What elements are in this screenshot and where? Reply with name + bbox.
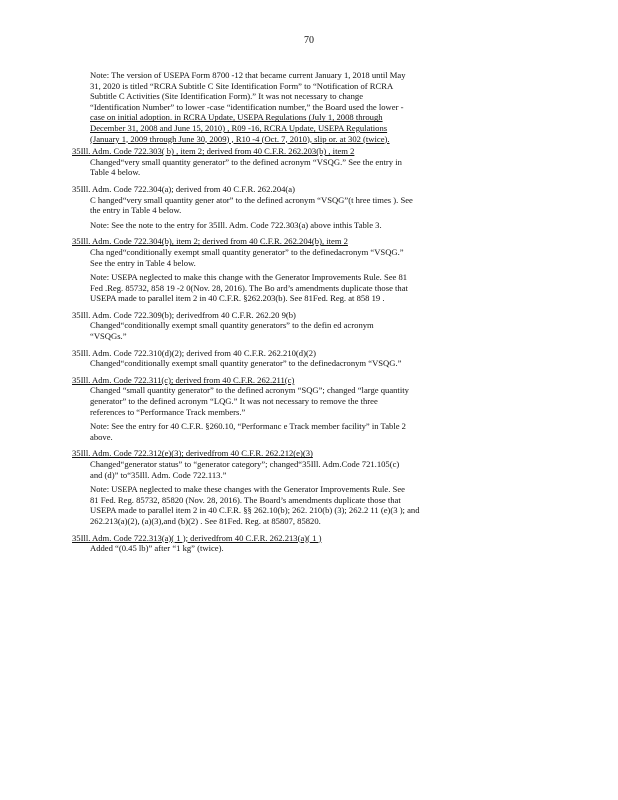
entries-list	[72, 146, 542, 554]
entry-heading: 35Ill. Adm. Code 722.303( b) , item 2; derived from 40 C.F.R. 262.203(b) , item 2	[72, 146, 355, 157]
note-line: Note: USEPA neglected to make this change with the Generator Improvements Rule. See 81	[90, 272, 408, 283]
entry	[72, 348, 542, 369]
body-line: and (d)” to“35Ill. Adm. Code 722.113.”	[90, 469, 227, 480]
document-body	[72, 70, 542, 560]
note-line: 262.213(a)(2), (a)(3),and (b)(2) . See 81Fed. Reg. at 85807, 85820.	[90, 515, 321, 526]
note-line: 81 Fed. Reg. 85732, 85820 (Nov. 28, 2016). The Board’s amendments duplicate those that	[90, 494, 401, 505]
entry-heading: 35Ill. Adm. Code 722.312(e)(3); derivedfrom 40 C.F.R. 262.212(e)(3)	[72, 448, 313, 459]
entry-body	[72, 247, 542, 268]
note-line: (January 1, 2009 through June 30, 2009) , R10 -4 (Oct. 7, 2010), slip or. at 302 (twice).	[90, 133, 390, 144]
entry-heading: 35Ill. Adm. Code 722.313(a)( 1 ); derivedfrom 40 C.F.R. 262.213(a)( 1 )	[72, 532, 322, 543]
note-line: Note: See the note to the entry for 35Ill. Adm. Code 722.303(a) above inthis Table 3.	[90, 219, 382, 230]
entry-body	[72, 157, 542, 178]
entry-note	[72, 272, 542, 304]
entry-heading: 35Ill. Adm. Code 722.304(a); derived from 40 C.F.R. 262.204(a)	[72, 183, 295, 194]
entry-heading: 35Ill. Adm. Code 722.311(c); derived from 40 C.F.R. 262.211(c)	[72, 374, 295, 385]
entry	[72, 236, 542, 304]
note-line: Subtitle C Activities (Site Identification Form).” It was not necessary to change	[90, 91, 364, 102]
body-line: Changed“conditionally exempt small quantity generators” to the defin ed acronym	[90, 320, 374, 331]
note-line: December 31, 2008 and June 15, 2010) , R09 -16, RCRA Update, USEPA Regulations	[90, 122, 388, 133]
body-line: See the entry in Table 4 below.	[90, 257, 196, 268]
note-line: USEPA made to parallel item 2 in 40 C.F.R. §262.203(b). See 81Fed. Reg. at 858 19 .	[90, 293, 385, 304]
note-line: “Identification Number” to lower -case “identification number,” the Board used the lower -	[90, 101, 404, 112]
body-line: references to “Performance Track members.”	[90, 406, 246, 417]
body-line: C hanged“very small quantity gener ator” to the defined acronym “VSQG”(t hree times ). See	[90, 194, 413, 205]
entry	[72, 310, 542, 342]
note-line: Note: The version of USEPA Form 8700 -12 that became current January 1, 2018 until May	[90, 70, 406, 80]
body-line: Changed“conditionally exempt small quantity generator” to the definedacronym “VSQG.”	[90, 358, 402, 369]
note-line: Note: See the entry for 40 C.F.R. §260.10, “Performanc e Track member facility” in Table 2	[90, 421, 406, 432]
body-line: Added “(0.45 lb)” after “1 kg” (twice).	[90, 543, 224, 554]
page-number: 70	[304, 35, 314, 46]
body-line: Changed“very small quantity generator” to the defined acronym “VSQG.” See the entry in	[90, 156, 402, 167]
note-line: Fed .Reg. 85732, 858 19 -2 0(Nov. 28, 2016). The Bo ard’s amendments duplicate those that	[90, 282, 408, 293]
entry-body	[72, 385, 542, 417]
entry-body	[72, 358, 542, 369]
body-line: “VSQGs.”	[90, 331, 127, 342]
body-line: Cha nged“conditionally exempt small quantity generator” to the definedacronym “VSQG.”	[90, 246, 404, 257]
body-line: Changed“generator status” to “generator category”; changed“35Ill. Adm.Code 721.105(c)	[90, 459, 400, 469]
entry-heading: 35Ill. Adm. Code 722.304(b), item 2; derived from 40 C.F.R. 262.204(b), item 2	[72, 236, 348, 247]
entry-body	[72, 320, 542, 341]
entry-body	[72, 459, 542, 480]
entry	[72, 375, 542, 443]
entry-heading: 35Ill. Adm. Code 722.309(b); derivedfrom 40 C.F.R. 262.20 9(b)	[72, 309, 296, 320]
entry	[72, 448, 542, 526]
note-line: 31, 2020 is titled “RCRA Subtitle C Site Identification Form” to “Notification of RCRA	[90, 80, 394, 91]
body-line: generator” to the defined acronym “LQG.” It was not necessary to remove the three	[90, 396, 378, 407]
body-line: Table 4 below.	[90, 167, 141, 178]
entry-note	[72, 484, 542, 526]
entry-heading: 35Ill. Adm. Code 722.310(d)(2); derived from 40 C.F.R. 262.210(d)(2)	[72, 347, 316, 358]
note-line: above.	[90, 431, 113, 442]
top-note	[72, 70, 542, 144]
entry-body	[72, 195, 542, 216]
entry-body	[72, 543, 542, 554]
entry-note	[72, 421, 542, 442]
entry	[72, 146, 542, 178]
note-line: USEPA made to parallel item 2 in 40 C.F.R. §§ 262.10(b); 262. 210(b) (3); 262.2 11 (e)(3 ); and	[90, 505, 420, 516]
entry	[72, 533, 542, 554]
body-line: Changed “small quantity generator” to the defined acronym “SQG”; changed “large quantity	[90, 385, 409, 396]
note-line: case on initial adoption. in RCRA Update, USEPA Regulations (July 1, 2008 through	[90, 112, 383, 123]
entry-note	[72, 220, 542, 231]
entry	[72, 184, 542, 230]
body-line: the entry in Table 4 below.	[90, 205, 182, 216]
note-line: Note: USEPA neglected to make these changes with the Generator Improvements Rule. See	[90, 484, 405, 495]
